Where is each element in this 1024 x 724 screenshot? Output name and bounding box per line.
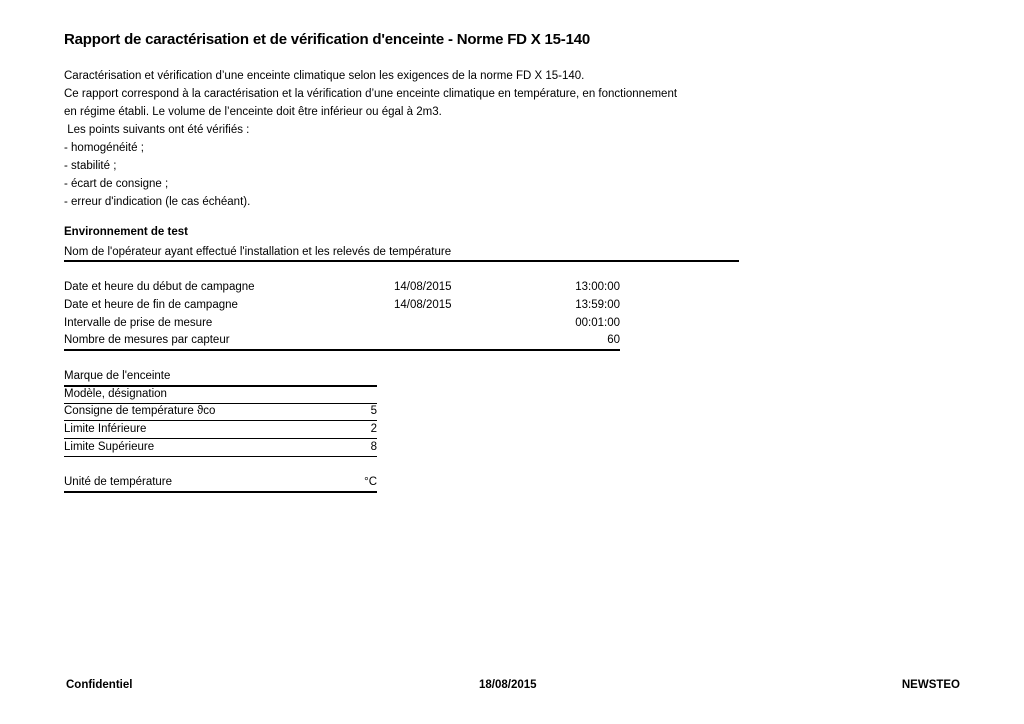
- intro-bullet: - erreur d'indication (le cas échéant).: [64, 196, 251, 208]
- enclosure-brand-row: [64, 368, 377, 387]
- campaign-start-date: 14/08/2015: [394, 281, 452, 293]
- intro-paragraph: [64, 67, 754, 211]
- campaign-end-row: [64, 297, 620, 314]
- intro-bullet: - écart de consigne ;: [64, 178, 169, 190]
- intro-line: Les points suivants ont été vérifiés :: [64, 124, 250, 136]
- footer-confidential: Confidentiel: [66, 679, 133, 691]
- enclosure-setpoint-value: 5: [370, 405, 377, 417]
- campaign-start-time: 13:00:00: [575, 281, 620, 293]
- campaign-interval-value: 00:01:00: [575, 317, 620, 329]
- campaign-count-label: Nombre de mesures par capteur: [64, 334, 230, 346]
- campaign-interval-label: Intervalle de prise de mesure: [64, 317, 213, 329]
- enclosure-upper-label: Limite Supérieure: [64, 441, 155, 453]
- intro-bullet: - stabilité ;: [64, 160, 117, 172]
- temperature-unit-label: Unité de température: [64, 476, 173, 488]
- enclosure-setpoint-label: Consigne de température ϑco: [64, 405, 216, 417]
- campaign-interval-row: [64, 315, 620, 332]
- enclosure-lower-label: Limite Inférieure: [64, 423, 147, 435]
- campaign-end-date: 14/08/2015: [394, 299, 452, 311]
- operator-label: Nom de l'opérateur ayant effectué l'installation et les relevés de température: [64, 244, 739, 262]
- campaign-end-label: Date et heure de fin de campagne: [64, 299, 238, 311]
- enclosure-lower-value: 2: [370, 423, 377, 435]
- campaign-count-value: 60: [607, 334, 620, 346]
- enclosure-brand-label: Marque de l'enceinte: [64, 370, 171, 382]
- footer-date: 18/08/2015: [479, 679, 537, 691]
- intro-line: Caractérisation et vérification d’une enceinte climatique selon les exigences de la norme FD X 15-140.: [64, 70, 585, 82]
- enclosure-upper-value: 8: [370, 441, 377, 453]
- campaign-start-label: Date et heure du début de campagne: [64, 281, 255, 293]
- report-title: Rapport de caractérisation et de vérification d'enceinte - Norme FD X 15-140: [64, 31, 591, 48]
- temperature-unit-value: °C: [364, 476, 377, 488]
- enclosure-upper-row: [64, 439, 377, 457]
- enclosure-model-label: Modèle, désignation: [64, 388, 167, 400]
- campaign-start-row: [64, 279, 620, 296]
- enclosure-setpoint-row: [64, 403, 377, 421]
- intro-line: Ce rapport correspond à la caractérisation et la vérification d’une enceinte climatique en température, en fonctionnement: [64, 88, 678, 100]
- temperature-unit-row: [64, 474, 377, 493]
- campaign-end-time: 13:59:00: [575, 299, 620, 311]
- environment-title: Environnement de test: [64, 226, 188, 238]
- campaign-count-row: [64, 332, 620, 351]
- intro-line: en régime établi. Le volume de l’enceinte doit être inférieur ou égal à 2m3.: [64, 106, 442, 118]
- enclosure-model-row: [64, 386, 377, 404]
- footer-company: NEWSTEO: [901, 679, 960, 691]
- enclosure-lower-row: [64, 421, 377, 439]
- intro-bullet: - homogénéité ;: [64, 142, 144, 154]
